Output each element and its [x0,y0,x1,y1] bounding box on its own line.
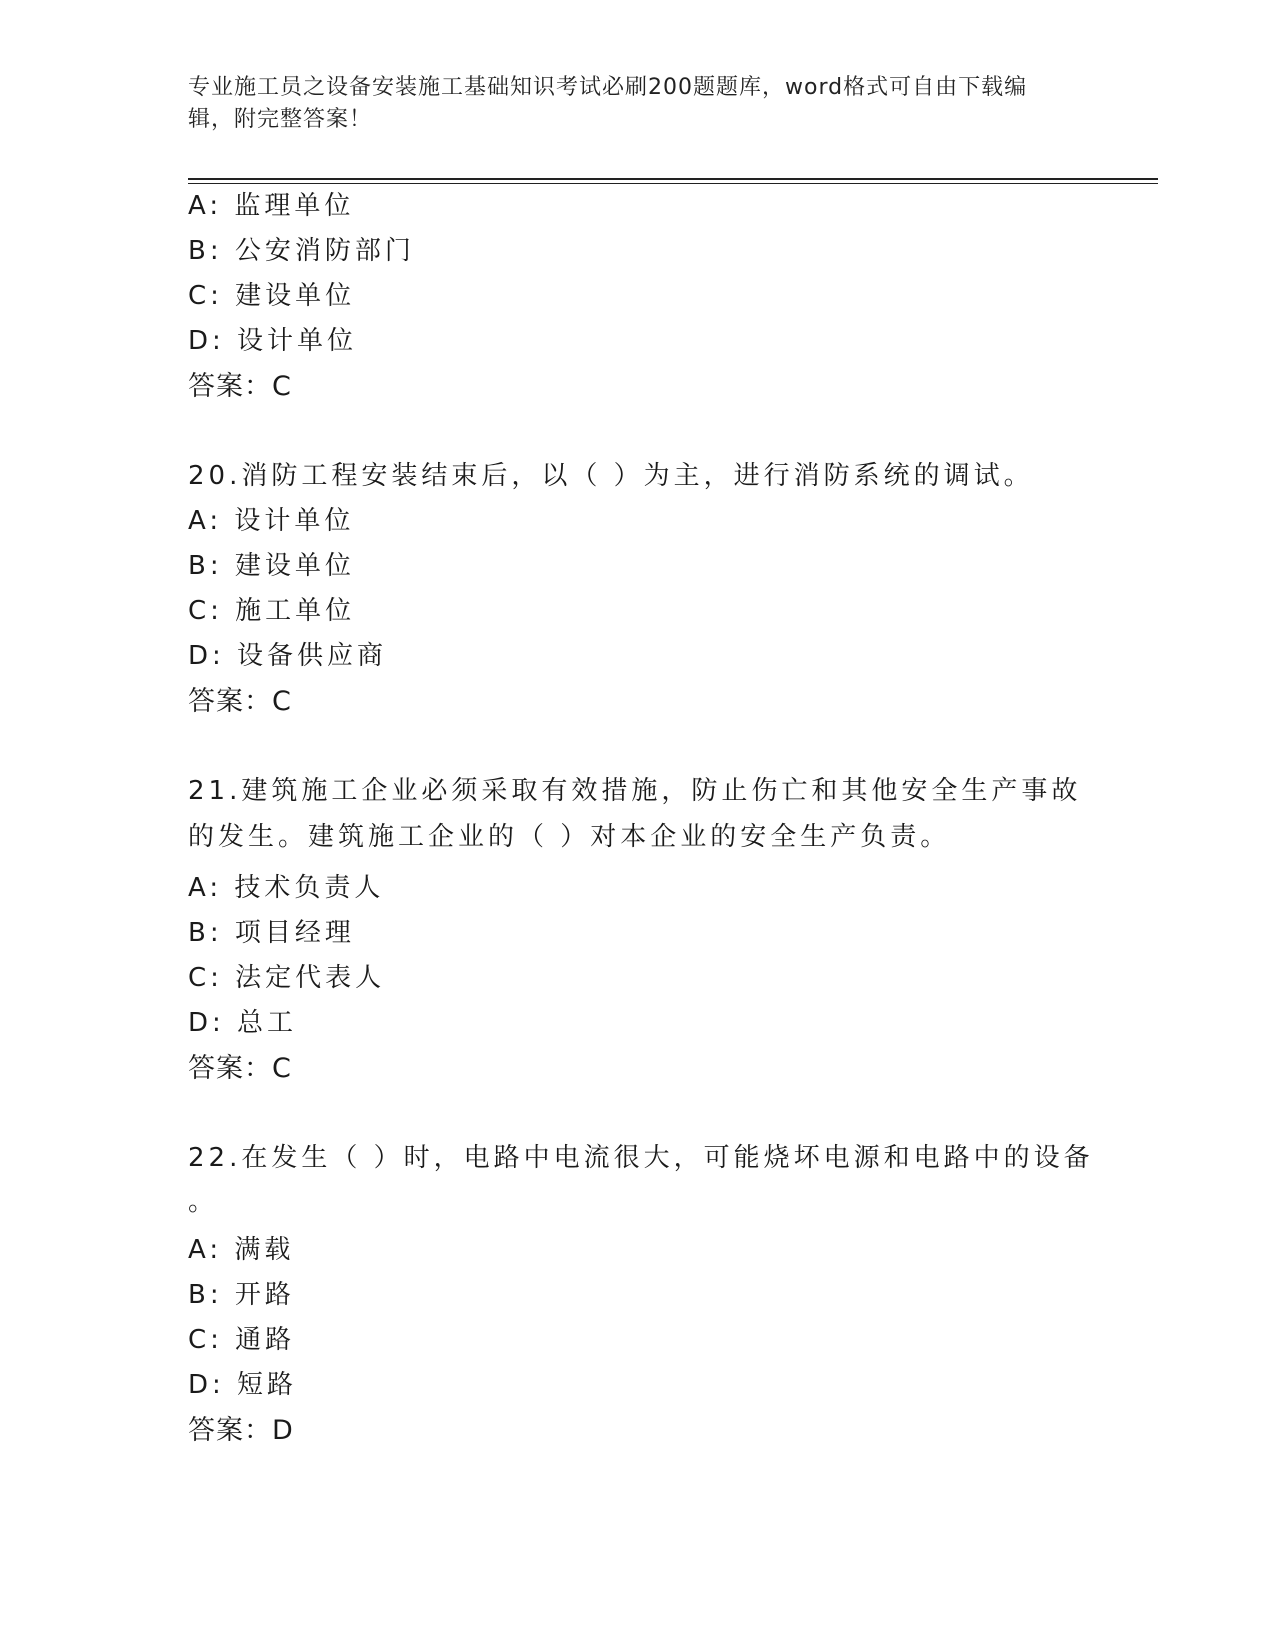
question-stem: 20.消防工程安装结束后，以（ ）为主，进行消防系统的调试。 [188,461,1034,491]
document-title: 专业施工员之设备安装施工基础知识考试必刷200题题库，word格式可自由下载编辑，附完整答案！ [188,75,1028,132]
option-b: B: 建设单位 [188,551,355,581]
option-d: D: 设备供应商 [188,641,388,671]
option-c: C: 建设单位 [188,281,356,311]
answer: 答案：D [188,1415,294,1446]
option-b: B: 公安消防部门 [188,236,415,266]
option-c: C: 通路 [188,1325,296,1355]
option-a: A: 监理单位 [188,191,355,221]
option-b: B: 项目经理 [188,918,355,948]
option-c: C: 法定代表人 [188,963,386,993]
header-divider-bottom [188,183,1158,184]
answer: 答案：C [188,686,292,717]
option-d: D: 短路 [188,1370,298,1400]
option-a: A: 技术负责人 [188,873,385,903]
option-a: A: 满载 [188,1235,295,1265]
header-divider-top [188,178,1158,180]
option-a: A: 设计单位 [188,506,355,536]
answer: 答案：C [188,371,292,402]
question-stem: 22.在发生（ ）时，电路中电流很大，可能烧坏电源和电路中的设备 [188,1143,1094,1173]
answer: 答案：C [188,1053,292,1084]
question-stem: 21.建筑施工企业必须采取有效措施，防止伤亡和其他安全生产事故的发生。建筑施工企业的（ ）对本企业的安全生产负责。 [188,776,1082,852]
option-d: D: 设计单位 [188,326,358,356]
option-b: B: 开路 [188,1280,295,1310]
option-c: C: 施工单位 [188,596,356,626]
option-d: D: 总工 [188,1008,298,1038]
question-stem-tail: 。 [188,1187,219,1217]
